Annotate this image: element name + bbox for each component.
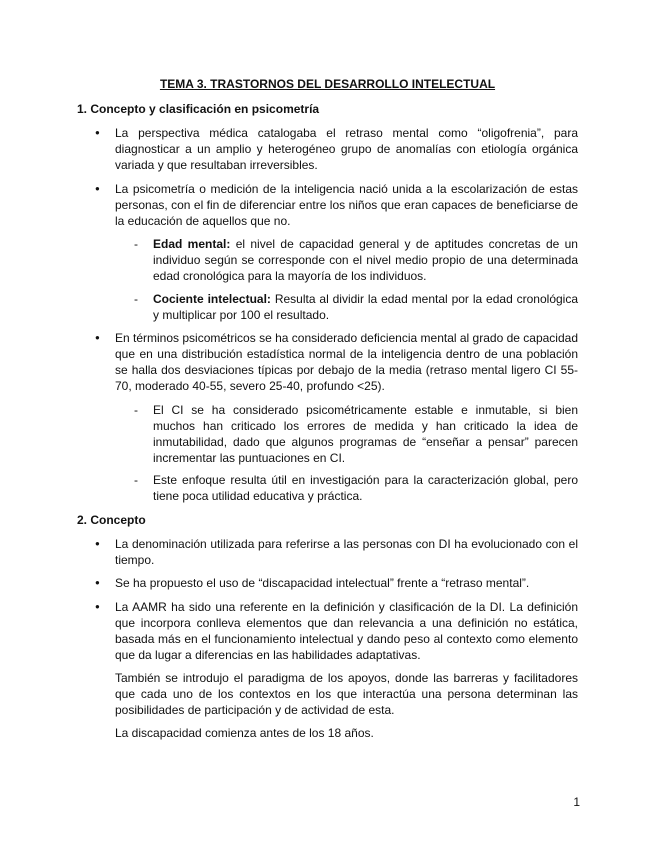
- document-title: TEMA 3. TRASTORNOS DEL DESARROLLO INTELECTUAL: [159, 77, 496, 91]
- page-number: 1: [573, 795, 580, 809]
- bullet-item: ● La AAMR ha sido una referente en la definición y clasificación de la DI. La definición que incorpora conlleva elementos que dan relevancia a una definición no estática, basada más en el funcionamiento intelectual y dando peso al contexto como elemento que da lugar a diferencias en las habilidades adaptativas.: [115, 599, 578, 663]
- dash-item: - El CI se ha considerado psicométricamente estable e inmutable, si bien muchos han criticado los errores de medida y han criticado la idea de inmutabilidad, dado que algunos programas de “enseñar a pensar” parecen incrementar las puntuaciones en CI.: [153, 402, 578, 466]
- definition-text: Resulta al dividir la edad mental por la edad cronológica y multiplicar por 100 el resultado.: [153, 292, 579, 322]
- bullet-item: ● En términos psicométricos se ha considerado deficiencia mental al grado de capacidad que en una distribución estadística normal de la inteligencia dentro de una población se halla dos desviaciones típicas por debajo de la media (retraso mental ligero CI 55-70, moderado 40-55, severo 25-40, profundo <25).: [115, 330, 578, 394]
- section-heading-1: 1. Concepto y clasificación en psicometría: [77, 102, 320, 116]
- paragraph: También se introdujo el paradigma de los apoyos, donde las barreras y facilitadores que cada uno de los contextos en los que interactúa una persona determinan las posibilidades de participación y de actividad de esta.: [115, 671, 578, 717]
- paragraph: La discapacidad comienza antes de los 18 años.: [115, 726, 374, 740]
- dash-item-edad-mental: [153, 236, 578, 284]
- bullet-item: ● La perspectiva médica catalogaba el retraso mental como “oligofrenia”, para diagnosticar a un amplio y heterogéneo grupo de anomalías con etiología orgánica variada y que resultaban irreversibles.: [115, 125, 578, 173]
- definition-text: el nivel de capacidad general y de aptitudes concretas de un individuo según se corresponde con el nivel medio propio de una determinada edad cronológica para la mayoría de los individuos.: [153, 237, 578, 283]
- dash-item: - Este enfoque resulta útil en investigación para la caracterización global, pero tiene poca utilidad educativa y práctica.: [153, 472, 578, 504]
- term-edad-mental: Edad mental:: [153, 237, 231, 251]
- section-heading-2: 2. Concepto: [77, 513, 146, 527]
- term-cociente-intelectual: Cociente intelectual:: [153, 292, 271, 306]
- bullet-item: ● Se ha propuesto el uso de “discapacidad intelectual” frente a “retraso mental”.: [115, 575, 578, 591]
- bullet-item: ● La psicometría o medición de la inteligencia nació unida a la escolarización de estas personas, con el fin de diferenciar entre los niños que eran capaces de beneficiarse de la educación de aquellos que no.: [115, 181, 578, 229]
- bullet-item: ● La denominación utilizada para referirse a las personas con DI ha evolucionado con el tiempo.: [115, 536, 578, 568]
- dash-item-cociente-intelectual: [153, 291, 578, 323]
